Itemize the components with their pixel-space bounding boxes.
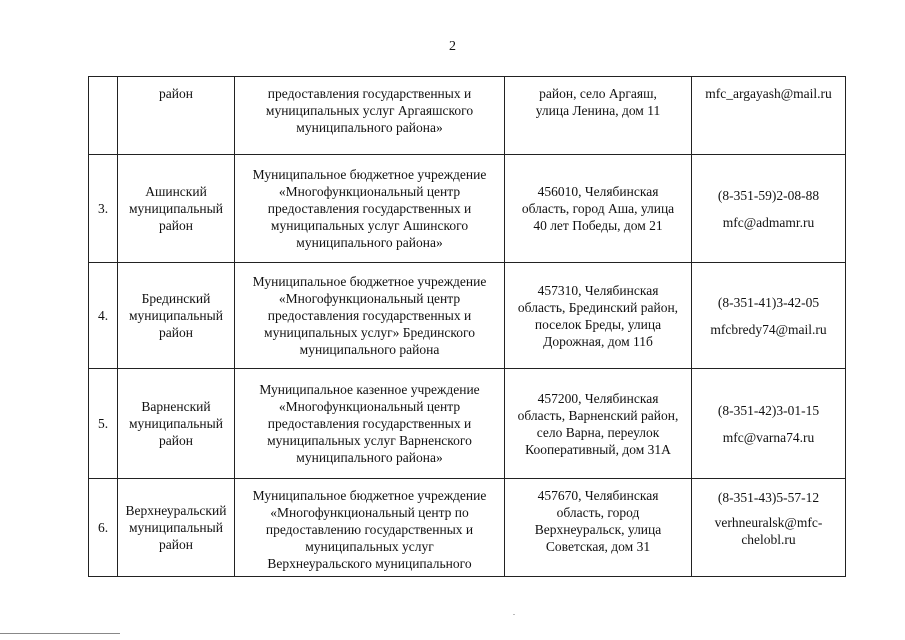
address-cell xyxy=(505,479,692,577)
district-cell xyxy=(118,369,235,479)
district-name-line: район xyxy=(159,218,193,233)
page-number: 2 xyxy=(449,39,456,54)
institution-name-line: муниципальных услуг Аргаяшского xyxy=(265,103,474,118)
institution-name-line: «Многофункциональный центр xyxy=(278,399,461,414)
district-name-line: район xyxy=(159,86,193,101)
institution-name-line: муниципального района xyxy=(299,342,440,357)
institution-name-line: муниципального района» xyxy=(296,120,443,135)
row-number-cell xyxy=(89,77,118,155)
email-line: mfc@admamr.ru xyxy=(722,214,815,230)
contact-cell xyxy=(692,77,846,155)
institution-name-line: Муниципальное бюджетное учреждение xyxy=(252,488,487,503)
email-address xyxy=(695,214,842,231)
institution-name-line: «Многофункциональный центр по xyxy=(270,505,469,520)
district-name-line: муниципальный xyxy=(129,520,223,535)
institution-name-line: предоставлению государственных и xyxy=(265,522,474,537)
institution-name-line: Верхнеуральского муниципального xyxy=(267,556,472,571)
address-cell xyxy=(505,77,692,155)
row-number: 6. xyxy=(97,520,109,535)
email-address xyxy=(695,514,842,548)
table-row xyxy=(89,479,846,577)
address-line: Советская, дом 31 xyxy=(545,539,651,554)
district-cell xyxy=(118,77,235,155)
phone-number: (8-351-41)3-42-05 xyxy=(717,294,820,310)
row-number-cell xyxy=(89,263,118,369)
phone-number: (8-351-43)5-57-12 xyxy=(717,490,820,505)
row-number: 3. xyxy=(97,201,109,216)
district-name-line: Брединский xyxy=(141,291,211,306)
contact-cell xyxy=(692,479,846,577)
address-line: улица Ленина, дом 11 xyxy=(535,103,661,118)
institution-name-line: «Многофункциональный центр xyxy=(278,184,461,199)
address-cell xyxy=(505,369,692,479)
district-name-line: муниципальный xyxy=(129,416,223,431)
district-cell xyxy=(118,155,235,263)
district-cell xyxy=(118,479,235,577)
email-address xyxy=(695,321,842,338)
row-number: 4. xyxy=(97,308,109,323)
institution-cell xyxy=(235,369,505,479)
address-line: 457200, Челябинская xyxy=(537,390,659,406)
address-line: область, город Аша, улица xyxy=(521,201,675,216)
address-line: район, село Аргаяш, xyxy=(539,86,657,101)
footer-rule xyxy=(0,633,120,634)
institution-name-line: муниципальных услуг xyxy=(305,539,434,554)
row-number-cell xyxy=(89,369,118,479)
address-cell xyxy=(505,155,692,263)
institution-name-line: муниципальных услуг» Брединского xyxy=(264,325,475,340)
registry-table-body xyxy=(89,77,846,577)
contact-block xyxy=(695,187,842,231)
address-line: 457670, Челябинская xyxy=(537,488,659,503)
institution-name-line: Муниципальное бюджетное учреждение xyxy=(252,167,487,182)
institution-name-line: предоставления государственных и xyxy=(267,86,472,101)
table-row xyxy=(89,369,846,479)
address-line: 40 лет Победы, дом 21 xyxy=(533,218,663,233)
address-line: область, город xyxy=(556,505,640,520)
contact-block xyxy=(695,294,842,338)
table-row xyxy=(89,77,846,155)
institution-name-line: предоставления государственных и xyxy=(267,201,472,216)
district-name-line: район xyxy=(159,433,193,448)
row-number-cell xyxy=(89,155,118,263)
table-row xyxy=(89,263,846,369)
email-line: chelobl.ru xyxy=(741,532,796,547)
row-number-cell xyxy=(89,479,118,577)
address-line: 456010, Челябинская xyxy=(537,184,659,199)
address-line: область, Брединский район, xyxy=(517,299,679,315)
institution-name-line: Муниципальное бюджетное учреждение xyxy=(252,274,487,289)
contact-block xyxy=(695,402,842,446)
institution-cell xyxy=(235,479,505,577)
email-address xyxy=(695,85,842,102)
address-line: село Варна, переулок xyxy=(536,424,660,440)
institution-name-line: Муниципальное казенное учреждение xyxy=(259,382,480,397)
institution-cell xyxy=(235,155,505,263)
contact-block xyxy=(695,489,842,548)
address-line: область, Варненский район, xyxy=(517,407,679,423)
district-name-line: муниципальный xyxy=(129,201,223,216)
email-address xyxy=(695,429,842,446)
institution-name-line: «Многофункциональный центр xyxy=(278,291,461,306)
district-name-line: район xyxy=(159,325,193,340)
phone-number: (8-351-42)3-01-15 xyxy=(717,402,820,418)
district-cell xyxy=(118,263,235,369)
address-cell xyxy=(505,263,692,369)
phone-number: (8-351-59)2-08-88 xyxy=(717,187,820,203)
address-line: 457310, Челябинская xyxy=(537,282,659,298)
institution-name-line: муниципального района» xyxy=(296,450,443,465)
email-line: mfcbredy74@mail.ru xyxy=(710,321,827,337)
address-line: Кооперативный, дом 31А xyxy=(525,441,671,457)
institution-name-line: предоставления государственных и xyxy=(267,308,472,323)
contact-cell xyxy=(692,263,846,369)
district-name-line: муниципальный xyxy=(129,308,223,323)
institution-name-line: муниципальных услуг Ашинского xyxy=(270,218,469,233)
contact-block xyxy=(695,85,842,102)
institution-name-line: муниципального района» xyxy=(296,235,443,250)
row-number: 5. xyxy=(97,416,109,431)
email-line: mfc@varna74.ru xyxy=(722,429,815,445)
institution-cell xyxy=(235,77,505,155)
district-name-line: Ашинский xyxy=(145,184,207,199)
district-name-line: Верхнеуральский xyxy=(125,503,227,518)
institution-name-line: муниципальных услуг Варненского xyxy=(267,433,472,448)
email-line: verhneuralsk@mfc- xyxy=(714,515,823,530)
table-row xyxy=(89,155,846,263)
district-name-line: район xyxy=(159,537,193,552)
institution-cell xyxy=(235,263,505,369)
district-name-line: Варненский xyxy=(141,399,211,414)
address-line: поселок Бреды, улица xyxy=(534,316,662,332)
contact-cell xyxy=(692,155,846,263)
email-line: mfc_argayash@mail.ru xyxy=(705,86,832,101)
address-line: Дорожная, дом 11б xyxy=(543,333,653,349)
mfc-registry-table xyxy=(88,76,846,577)
contact-cell xyxy=(692,369,846,479)
address-line: Верхнеуральск, улица xyxy=(534,522,662,537)
scan-artifact-dot xyxy=(513,614,515,615)
institution-name-line: предоставления государственных и xyxy=(267,416,472,431)
